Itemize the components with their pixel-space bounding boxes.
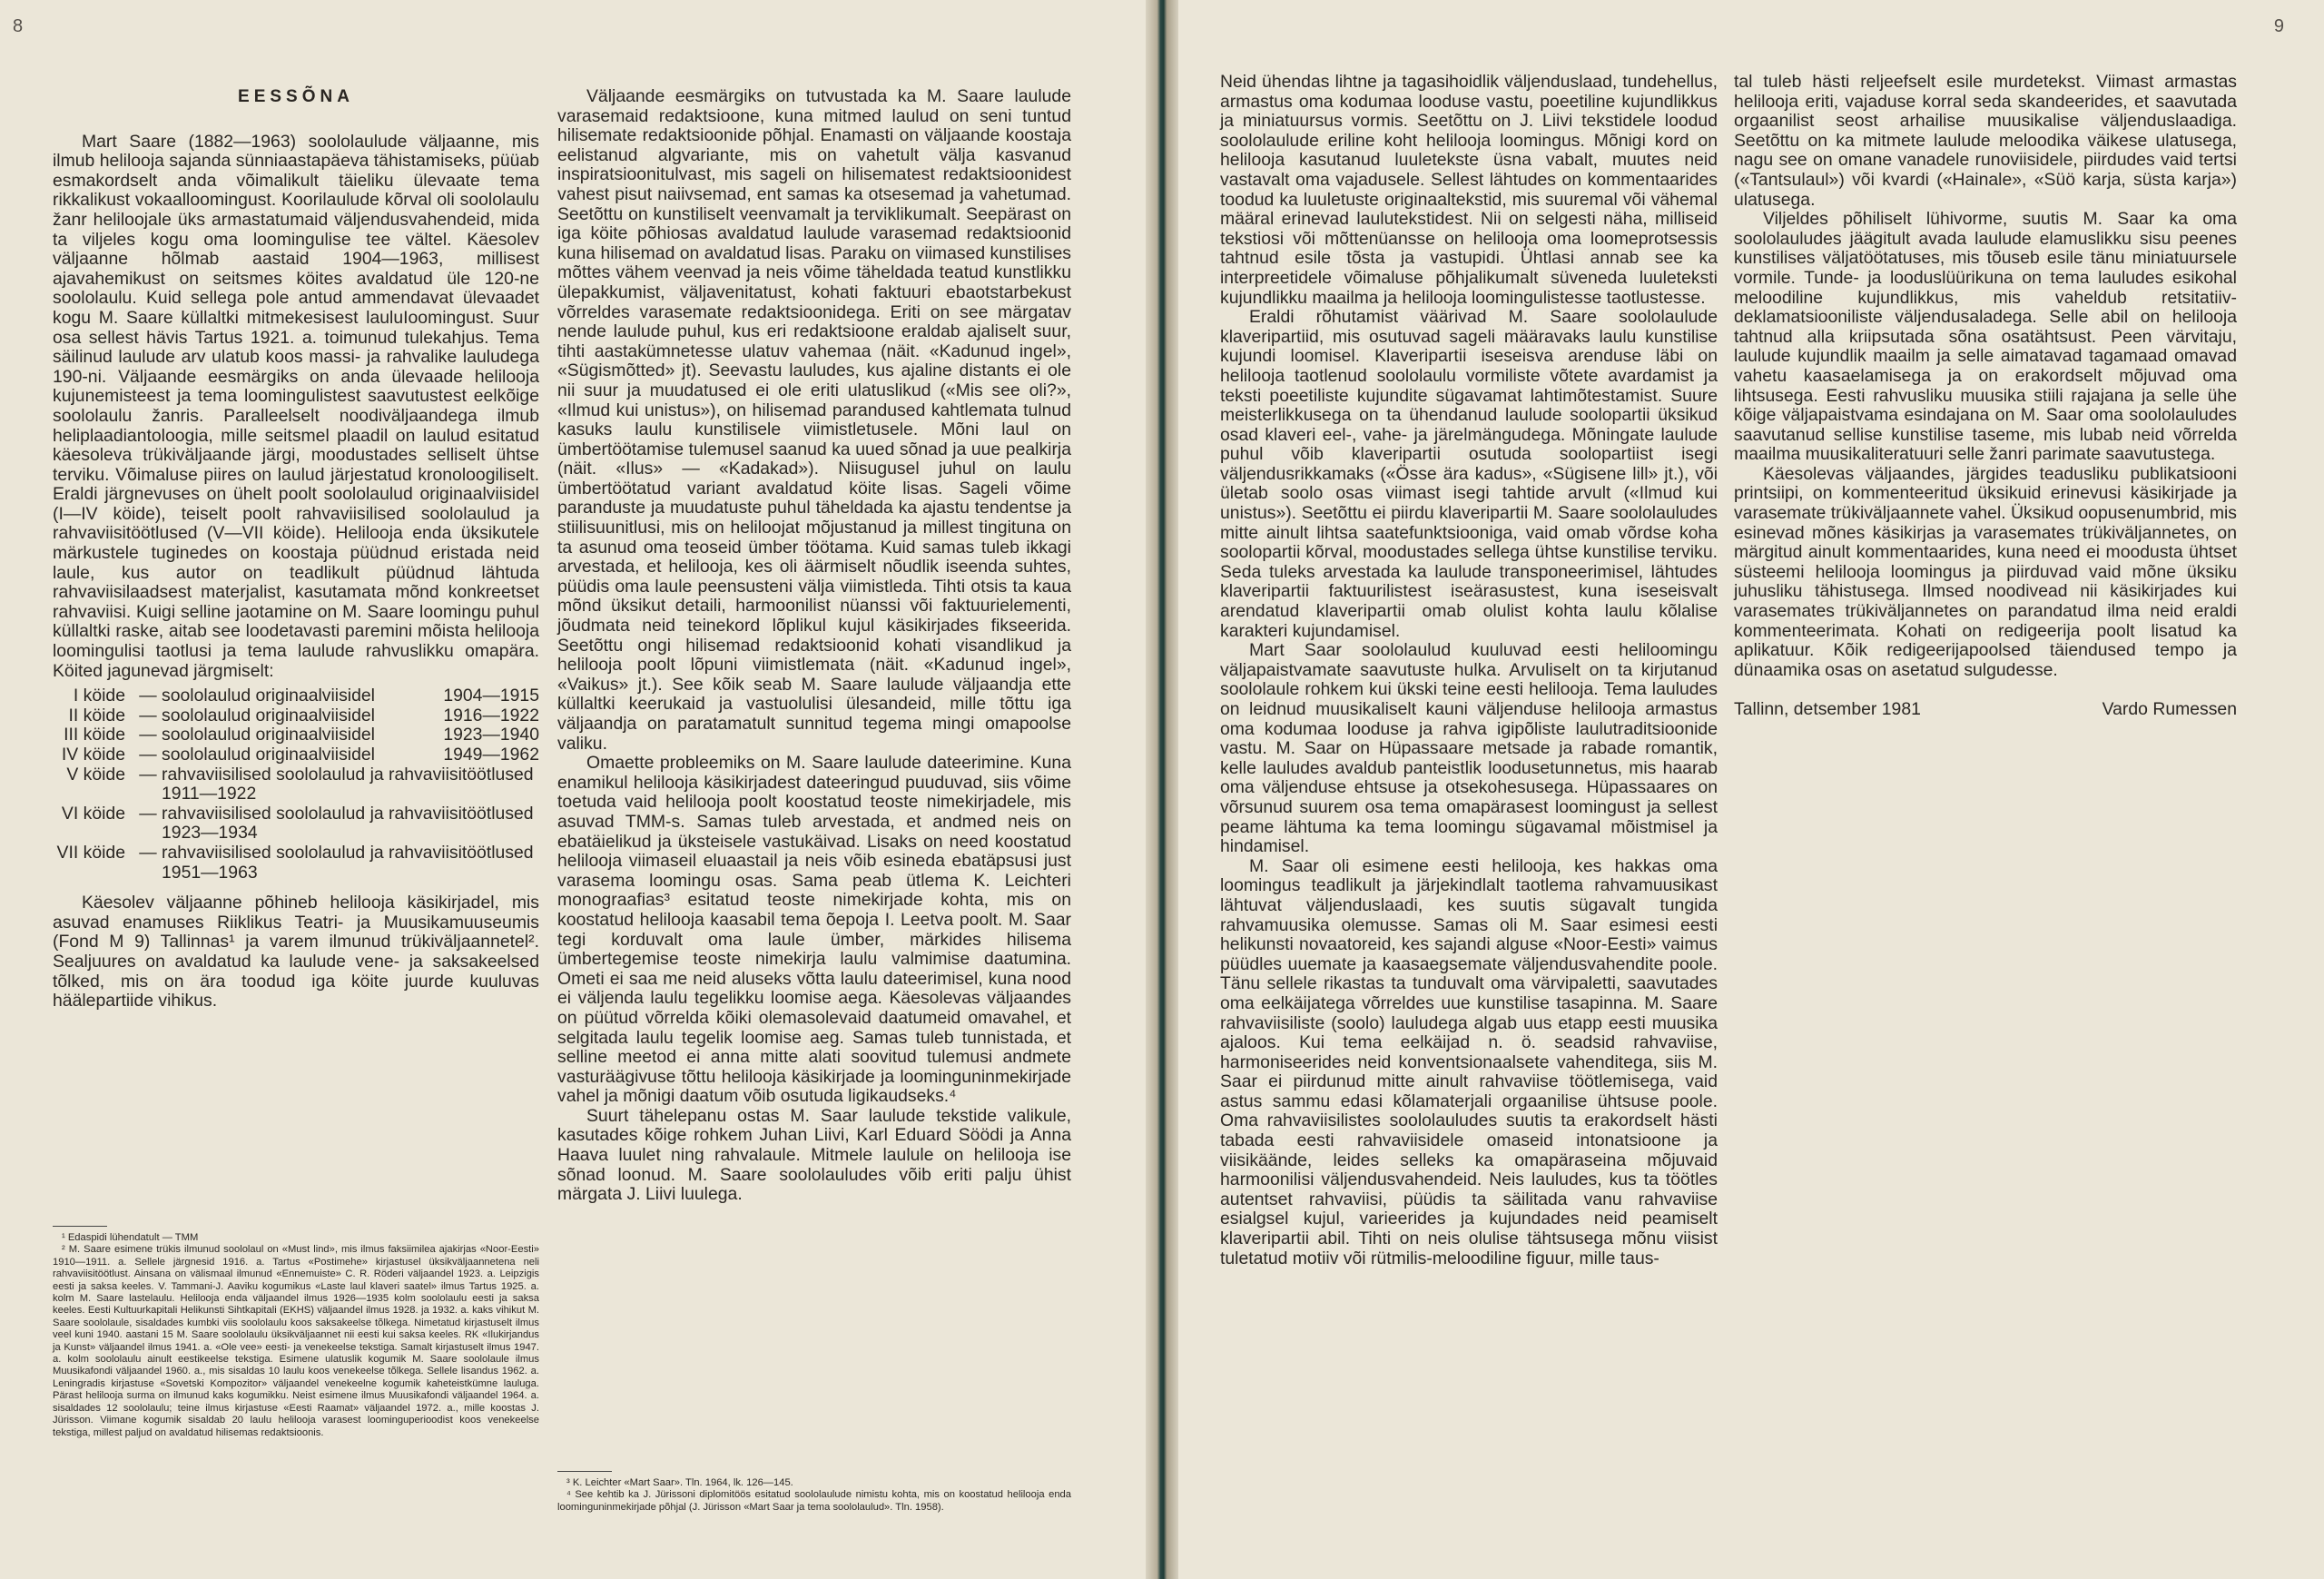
- volume-dash: —: [139, 842, 157, 863]
- footnote: ³ K. Leichter «Mart Saar». Tln. 1964, lk. 126—145.: [566, 1477, 793, 1488]
- volume-years: 1923—1940: [443, 725, 539, 745]
- volume-dash: —: [139, 764, 157, 785]
- footnote: ⁴ See kehtib ka J. Jürissoni diplomitöös esitatud soololaulude nimistu kohta, mis on koostatud helilooja enda loominguninmekirjade põhjal (J. Jürisson «Mart Saar ja tema soololaulud». Tln. 1958).: [557, 1489, 1071, 1513]
- page-number-left: 8: [13, 16, 24, 36]
- column-1: [53, 87, 539, 1012]
- volume-years: 1949—1962: [443, 745, 539, 765]
- volume-row: [53, 706, 539, 726]
- paragraph: Neid ühendas lihtne ja tagasihoidlik väljenduslaad, tundehellus, armastus oma kodumaa looduse vastu, poeetiline kujundlikkus ja miniatuursus vormis. Seetõttu on J. Liivi tekstidele loodud soololaulude eriline koht helilooja loomingus. Mõnigi kord on helilooja kasutanud luuletekste üsna vabalt, muutes neid vastavalt oma vajadusele. Sellest lähtudes on kommentaarides toodud ka luuletuste originaaltekstid, mis suuremal või vähemal määral erinevad laulutekstidest. Nii on selgesti näha, milliseid tekstiosi või mõttenüansse on helilooja oma loomeprotsessis tahtnud esile tõsta ja vastupidi. Ühtlasi annab see ka interpreetidele võimaluse põhjalikumalt süveneda luuleteksti kujundlikku maailma ja helilooja loomingulistesse taotlustesse.: [1220, 72, 1718, 308]
- paragraph: Käesolev väljaanne põhineb helilooja käsikirjadel, mis asuvad enamuses Riiklikus Teatri- ja Muusikamuuseumis (Fond M 9) Tallinnas¹ ja varem ilmunud trükiväljaannetel². Sealjuures on avaldatud ka laulude vene- ja saksakeelsed tõlked, mis on ära toodud iga köite juurde kuuluvas häälepartiide vihikus.: [53, 893, 539, 1012]
- volume-row: [53, 804, 539, 844]
- column-4: [1734, 73, 2237, 720]
- volume-dash: —: [139, 725, 157, 745]
- volume-number: V köide: [66, 764, 125, 785]
- page-title: EESSÕNA: [238, 87, 354, 106]
- footnote-rule: [53, 1226, 107, 1227]
- volume-number: VI köide: [61, 803, 125, 824]
- volume-list: [53, 686, 539, 883]
- footnote: ² M. Saare esimene trükis ilmunud soololaul on «Must lind», mis ilmus faksiimilea ajakirjas «Noor-Eesti» 1910—1911. a. Sellele järgnesid 1916. a. Tartus «Postimehe» kirjastusel üksikväljaannetena neli rahvaviisitöötlust. Ainsana on välismaal ilmunud «Ennemuiste» C. R. Röderi väljaandel 1923. a. Leipzigis eesti ja saksa keeles. V. Tammani-J. Aaviku kogumikus «Laste laul klaveri saatel» ilmus Tartus 1925. a. kolm M. Saare lastelaulu. Helilooja enda väljaandel ilmus 1926—1935 kolm soololaulu eesti ja saksa keeles. Eesti Kultuurkapitali Helikunsti Sihtkapitali (EKHS) väljaandel ilmus 1928. ja 1932. a. kaks vihikut M. Saare soololaule, sisaldades kumbki viis soololaulu koos saksakeelse tõlkega. Nimetatud kirjastuselt ilmus veel kuni 1940. aastani 15 M. Saare soololaulu üksikväljaannet nii eesti kui saksa keeles. RK «Ilukirjandus ja Kunst» väljaandel ilmus 1941. a. «Ole vee» eesti- ja venekeelse tekstiga. Samalt kirjastuselt ilmus 1947. a. kolm soololaulu ainult eestikeelse tekstiga. Esimene ulatuslik kogumik M. Saare soololaule ilmus Muusikafondi väljaandel 1960. a., mis sisaldas 10 laulu koos venekeelse tõlkega. Sellele lisandus 1962. a. Leningradis kirjastuse «Sovetski Kompozitor» väljaandel venekeelne kogumik kaheteistkümne lauluga. Pärast helilooja surma on ilmunud kaks kogumikku. Neist esimene ilmus Muusikafondi väljaandel 1964. a. sisaldades 12 soololaulu; teine ilmus kirjastuse «Eesti Raamat» väljaandel 1972. a., mille koostas J. Jürisson. Viimane kogumik sisaldab 20 laulu helilooja varasest loominguperioodist koos venekeelse tekstiga, millest paljud on avaldatud hilisemas redaktsioonis.: [53, 1244, 539, 1438]
- volume-desc: soololaulud originaalviisidel: [162, 705, 375, 725]
- page-number-right: 9: [2273, 16, 2284, 36]
- book-gutter: [1146, 0, 1178, 1579]
- volume-number: II köide: [68, 705, 125, 725]
- footnote-rule: [557, 1471, 612, 1472]
- volume-number: VII köide: [56, 842, 125, 863]
- paragraph: Käesolevas väljaandes, järgides teadusliku publikatsiooni printsiipi, on kommenteeritud üksikuid erinevusi käsikirjade ja varasemate trükiväljaannete vahel. Üksikud oopusenumbrid, mis esinevad mõnes käsikirjas ja varasemates trükiväljannetes, on märgitud ainult kommentaarides, kuna need ei moodusta ühtset süsteemi helilooja loomingus ja piirduvad vaid mõne üksiku juhusliku tähistusega. Ilmsed noodivead nii käsikirjades kui varasemates trükiväljannetes on parandatud ilma neid eraldi kommenteerimata. Kohati on redigeerija poolt lisatud ka aplikatuur. Kõik redigeerijapoolsed täiendused tempo ja dünaamika osas on asetatud sulgudesse.: [1734, 463, 2237, 680]
- paragraph: Viljeldes põhiliselt lühivorme, suutis M. Saar ka oma soololauludes jäägitult avada laulude elamuslikku sisu peenes kunstilises väljatöötatuses, mis tõuseb esile tänu miniatuursele vormile. Tunde- ja looduslüürikuna on tema lauludes esikohal meloodiline kujundlikkus, mis vaheldub retsitatiiv-deklamatsiooniliste väljendusaladega. Selle abil on helilooja tahtnud alla kriipsutada sõna osatähtsust. Peen värvitaju, laulude kujundlik maailm ja selle aimatavad tagamaad omavad vahetu kaasaelamisega ja on erakordselt mõjuvad oma lihtsusega. Eesti rahvusliku muusika stiili rajajana ja selle ühe kõige väljapaistvama esindajana on M. Saar oma soololauludes saavutanud sellise kunstilise taseme, mis lubab neid võrrelda maailma muusikaliteratuuri selle žanri parimate saavutustega.: [1734, 209, 2237, 465]
- paragraph: M. Saar oli esimene eesti helilooja, kes hakkas oma loomingus teadlikult ja järjekindlalt taotlema rahvamuusikast lähtuvat väljenduslaadi, kes suutis sügavalt tungida rahvamuusika olemusse. Samas oli M. Saar esimesi eesti helikunsti novaatoreid, kes sajandi alguse «Noor-Eesti» vaimus püüdles uuemate ja kaasaegsemate väljendusvahendite poole. Tänu sellele rikastas ta tunduvalt oma värvipaletti, saavutades oma eelkäijatega võrreldes uue kunstilise tasapinna. M. Saare rahvaviisiliste (soolo) lauludega algab uus etapp eesti muusika ajaloos. Kui tema eelkäijad n. ö. seadsid rahvaviise, harmoniseerides neid konventsionaalsete vahenditega, siis M. Saar ei piirdunud mitte ainult rahvaviise töötlemisega, vaid astus sammu edasi kõlamaterjali orgaanilise ühtsuse poole. Oma rahvaviisilistes soololauludes suutis ta erakordselt hästi tabada eesti rahvaviisidele omaseid intonatsioone ja viisikäände, leides selleks ka omapäraseina mõjuvaid harmoonilisi väljendusvahendeid. Neis lauludes, kus ta töötles autentset rahvaviisi, püüdis ta säilitada vanu rahvaviise esialgsel kujul, varieerides ja kujundades neid peamiselt klaveripartii abil. Tihti on neis olulise tähtsusega mõnu viisist tuletatud motiiv või rütmilis-meloodiline figuur, mille taus-: [1220, 855, 1718, 1268]
- paragraph: Mart Saare (1882—1963) soololaulude väljaanne, mis ilmub helilooja sajanda sünniaastapäeva tähistamiseks, püüab esmakordselt anda võimalikult täieliku ülevaate tema rikkalikust vokaalloomingust. Koorilaulude kõrval oli soololaulu žanr heliloojale üks armastatumaid väljendusvahendeid, mida ta viljeles kogu oma loomingulise tee vältel. Käesolev väljaanne hõlmab aastaid 1904—1963, millisest ajavahemikust on seitsmes köites avaldatud üle 120-ne soololaulu. Kuid sellega pole antud ammendavat ülevaadet kogu M. Saare küllaltki mitmekesisest lauluIoomingust. Suur osa sellest hävis Tartus 1921. a. toimunud tulekahjus. Tema säilinud laulude arv ulatub koos massi- ja rahvalike lauludega 190-ni. Väljaande eesmärgiks on anda ülevaade helilooja kujunemisteest ja tema loomingulistest saavutustest eelkõige soololaulu žanris. Paralleelselt noodiväljaandega ilmub heliplaadiantoloogia, mille seitsmel plaadil on laulud esitatud käesoleva trükiväljaande järgi, moodustades selliselt ühtse terviku. Võimaluse piires on laulud järjestatud kronoloogiliselt. Eraldi järgnevuses on ühelt poolt soololaulud originaalviisidel (I—IV köide), teiselt poolt rahvaviisilised soololaulud ja rahvaviisitöötlused (V—VII köide). Helilooja enda üksikutele märkustele tuginedes on koostaja püüdnud eristada neid laule, kus autor on teadlikult püüdnud lähtuda rahvaviisilaadsest materjalist, kasutamata mõnd konkreetset rahvaviisi. Kuigi selline jaotamine on M. Saare loomingu puhul küllaltki raske, aitab see loodetavasti paremini mõista helilooja loomingulisi taotlusi ja tema laulude rahvuslikku omapära. Köited jagunevad järgmiselt:: [53, 131, 539, 681]
- volume-years: 1916—1922: [443, 705, 539, 725]
- signature-row: [1734, 700, 2237, 720]
- volume-number: III köide: [64, 725, 125, 745]
- footnote: ¹ Edaspidi lühendatult — TMM: [62, 1232, 199, 1243]
- volume-row: [53, 765, 539, 804]
- volume-number: I köide: [73, 686, 125, 706]
- volume-desc: rahvaviisilised soololaulud ja rahvaviisitöötlused 1923—1934: [162, 803, 534, 844]
- paragraph: Omaette probleemiks on M. Saare laulude dateerimine. Kuna enamikul helilooja käsikirjadest dateeringud puuduvad, siis võime toetuda vaid helilooja poolt koostatud teoste nimekirjadele, mis asuvad TMM-s. Samas tuleb arvestada, et andmed neis on ebatäielikud ja üksteisele vastukäivad. Lisaks on need koostatud helilooja viimaseil eluaastail ja neis võib esineda ebatäpsusi just varasema loomingu osas. Sama peab ütlema K. Leichteri monograafias³ esitatud teoste nimekirjade kohta, mis on koostatud helilooja kaasabil tema õepoja I. Leetva poolt. M. Saar tegi korduvalt oma laule ümber, märkides hilisema ümbertegemise teoste nimekirja laulu valmimise daatumina. Ometi ei saa me neid aluseks võtta laulu dateerimisel, kuna nood ei väljenda laulu tegelikku loomise aega. Käesolevas väljaandes on püütud võrrelda kõiki olemasolevaid daatumeid omavahel, et selgitada laulu tegelik loomise aeg. Samas tuleb tunnistada, et selline meetod ei anna mitte alati soovitud tulemusi andmete vasturäägivuse tõttu helilooja käsikirjade ja loominguninmekirjade vahel ja mõnigi daatum võib osutuda ligikaudseks.⁴: [557, 753, 1071, 1107]
- volume-row: [53, 745, 539, 765]
- column-3: [1220, 73, 1718, 1268]
- right-page: [1178, 0, 2324, 1579]
- volume-desc: soololaulud originaalviisidel: [162, 686, 375, 706]
- volume-desc: soololaulud originaalviisidel: [162, 725, 375, 745]
- volume-number: IV köide: [61, 745, 125, 765]
- paragraph: Mart Saar soololaulud kuuluvad eesti heliloomingu väljapaistvamate saavutuste hulka. Arvuliselt on ta kirjutanud soololaule rohkem kui ükski teine eesti helilooja. Tema lauludes on leidnud muusikaliselt kauni väljenduse helilooja armastus oma kodumaa looduse ja rahva igipõliste laulutraditsioonide vastu. M. Saar on Hüpassaare metsade ja rabade romantik, kelle lauludes avaldub panteistlik loodusetunnetus, mis haarab oma väljenduse ehtsuse ja otsekohesusega. Hüpassaares on võrsunud suurem osa tema omapärasest loomingust ja sellest peame lähtuma ka tema loomingu sügavamal mõistmisel ja hindamisel.: [1220, 640, 1718, 857]
- volume-dash: —: [139, 745, 157, 765]
- volume-row: [53, 844, 539, 883]
- left-page: [0, 0, 1146, 1579]
- volume-years: 1904—1915: [443, 686, 539, 706]
- volume-desc: rahvaviisilised soololaulud ja rahvaviisitöötlused 1911—1922: [162, 764, 534, 804]
- paragraph: Suurt tähelepanu ostas M. Saar laulude tekstide valikule, kasutades kõige rohkem Juhan Liivi, Karl Eduard Söödi ja Anna Haava luulet ning rahvalaule. Mitmele laulule on helilooja ise sõnad loonud. M. Saare soololauludes võib eriti palju ühist märgata J. Liivi luulega.: [557, 1105, 1071, 1205]
- paragraph: Eraldi rõhutamist väärivad M. Saare soololaulude klaveripartiid, mis osutuvad sageli määravaks laulu kunstilise kujundi loomisel. Klaveripartii iseseisva arenduse läbi on helilooja taotlenud soololaulu vormiliste võtete avardamist ja teksti poeetiliste kujundite sügavamat lahtimõtestamist. Suure meisterlikkusega on ta ühendanud laulude soolopartii üksikud osad klaveri eel-, vahe- ja järelmängudega. Mõningate laulude puhul võib klaveripartii osutuda soolopartiist isegi väljendusrikkamaks («Össe ära kadus», «Sügisene lill» jt.), või ületab soolo osas viimast isegi tahtide arvult («Ilmud kui unistus»). Seetõttu ei piirdu klaveripartii M. Saare soololauludes mitte ainult lihtsa saatefunktsiooniga, vaid omab võrdse koha soolopartii kõrval, moodustades sellega ühtse kunstilise terviku. Seda tuleks arvestada ka laulude transponeerimisel, lähtudes klaveripartii faktuurilistest iseärasustest, kuna iseseisvalt arendatud klaveripartii omab olulist kohta laulu kõlalise karakteri kujundamisel.: [1220, 307, 1718, 641]
- volume-row: [53, 725, 539, 745]
- volume-row: [53, 686, 539, 706]
- volume-dash: —: [139, 705, 157, 725]
- volume-desc: soololaulud originaalviisidel: [162, 745, 375, 765]
- paragraph: tal tuleb hästi reljeefselt esile murdetekst. Viimast armastas helilooja eriti, vajaduse korral seda skandeerides, et saavutada orgaanilist seost arhailise muusikalise väljenduslaadiga. Seetõttu on ka mitmete laulude meloodika väikese ulatusega, nagu see on omane vanadele runoviisidele, piirdudes vaid tertsi («Tantsulaul») või kvardi («Hainale», «Süö karja, süsta karja») ulatusega.: [1734, 72, 2237, 210]
- author-name: Vardo Rumessen: [2102, 699, 2237, 720]
- column-2: [557, 87, 1071, 1205]
- footnotes-left: [53, 1226, 539, 1439]
- paragraph: Väljaande eesmärgiks on tutvustada ka M. Saare laulude varasemaid redaktsioone, kuna mitmed laulud on seni tuntud hilisemate redaktsioonide põhjal. Enamasti on väljaande koostaja eelistanud algvariante, mis on vahetult välja kasvanud inspiratsioonitulvast, mis sageli on hilisematest redaktsioonidest vahest pisut naiivsemad, ent samas ka otsesemad ja vahetumad. Seetõttu on kunstiliselt veenvamalt ja terviklikumalt. Seepärast on iga köite põhiosas avaldatud laulude varasemad redaktsioonid kuna hilisemad on avaldatud lisas. Paraku on viimased kunstilises mõttes vähem veenvad ja neis võime täheldada teatud kunstlikku ülepakkumist, väljavenitatust, kohati faktuuri ebaotstarbekust võrreldes varasemate redaktsioonidega. Eriti on see märgatav nende laulude puhul, kus eri redaktsioone eraldab ajaliselt suur, tihti aastakümnetesse ulatuv vahemaa (näit. «Kadunud ingel», «Sügismõtted» jt). Seevastu lauludes, kus ajaline distants ei ole nii suur ja muudatused ei ole eriti ulatuslikud («Mis see oli?», «Ilmud kui unistus»), on hilisemad parandused kahtlemata tulnud kasuks laulu kunstilisele viimistletusele. Mõni laul on ümbertöötamise tulemusel saanud ka uued sõnad ja uue pealkirja (näit. «Ilus» — «Kadakad»). Niisugusel juhul on laulu ümbertöötatud variant avaldatud köite lisas. Sageli võime paranduste ja muudatuste puhul täheldada ka ajastu tendentse ja stiilisuunitlusi, mis on heliloojat mõjustanud ja millest tingituna on ta asunud oma teoseid ümber töötama. Kuid samas tuleb ikkagi arvestada, et helilooja, kes oli äärmiselt nõudlik iseenda suhtes, püüdis oma laule peensusteni välja viimistleda. Tihti otsis ta kaua mõnd üksikut detaili, harmoonilist nüanssi või faktuurielementi, jõudmata neid teinekord lõplikul kujul käsikirjades fikseerida. Seetõttu ongi hilisemad redaktsioonid kohati visandlikud ja helilooja poolt lõpuni viimistlemata (näit. «Kadunud ingel», «Vaikus» jt.). See kõik seab M. Saare laulude väljaandja ette küllaltki keerukaid ja vastuolulisi ülesandeid, mille tõttu iga väljaandja on paratamatult sunnitud tegema mingi omapoolse valiku.: [557, 86, 1071, 754]
- volume-dash: —: [139, 803, 157, 824]
- place-date: Tallinn, detsember 1981: [1734, 699, 1921, 720]
- volume-desc: rahvaviisilised soololaulud ja rahvaviisitöötlused 1951—1963: [162, 842, 534, 883]
- footnotes-right-column: [557, 1471, 1071, 1514]
- volume-dash: —: [139, 686, 157, 706]
